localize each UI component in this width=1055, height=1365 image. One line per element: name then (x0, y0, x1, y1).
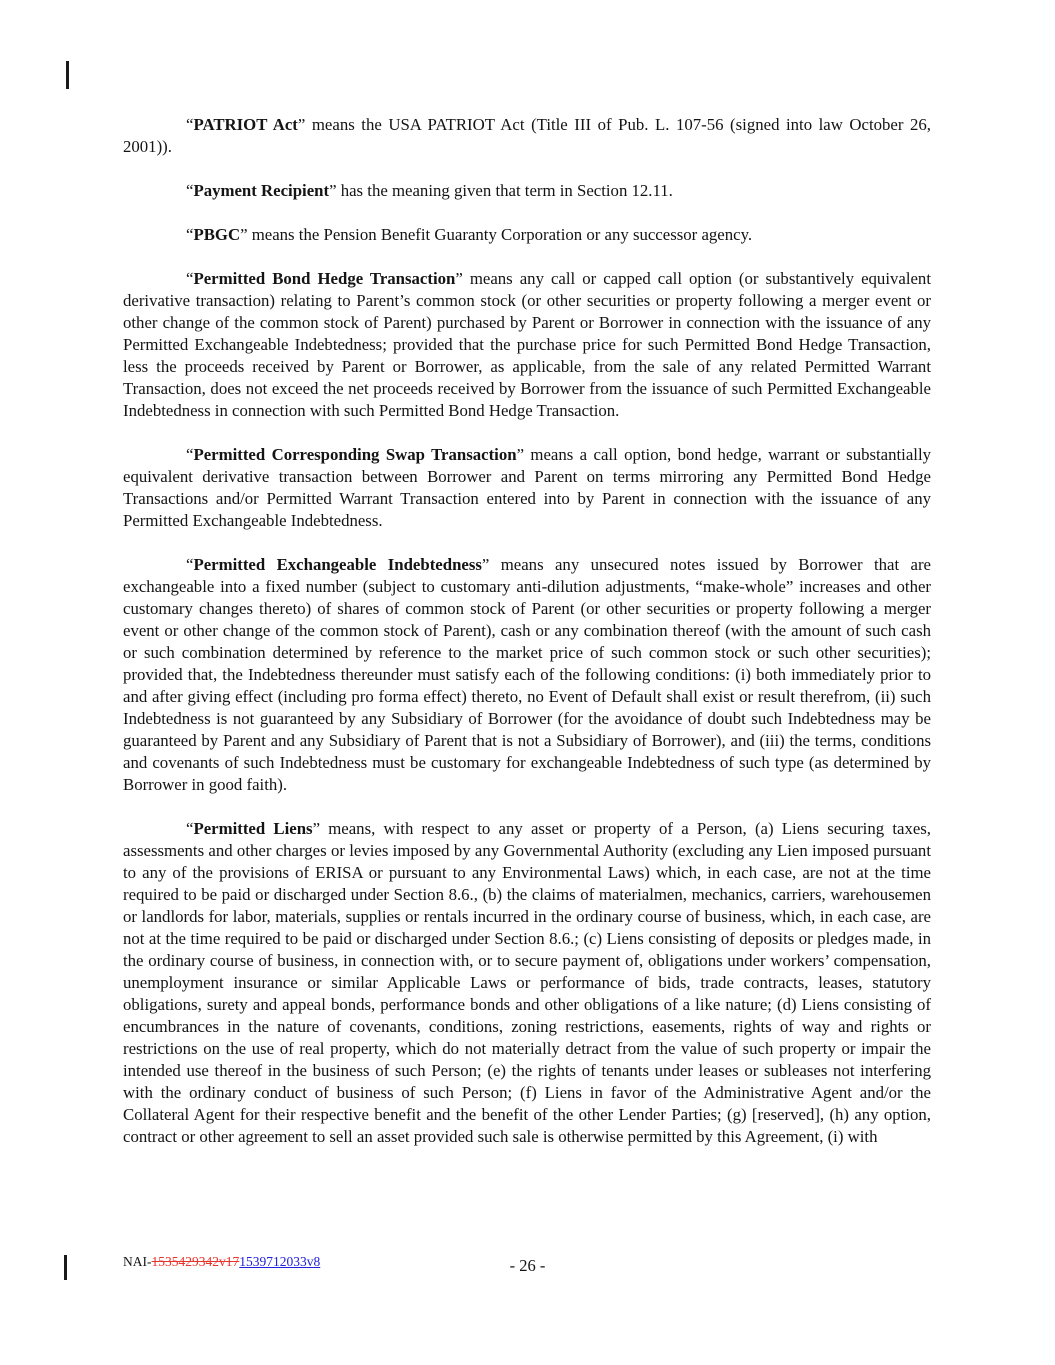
definition-paragraph-permitted-bond-hedge-transaction (123, 268, 931, 422)
page-number: - 26 - (509, 1256, 546, 1275)
document-body (123, 114, 931, 1170)
doc-id-deleted: 1535429342v17 (151, 1254, 240, 1269)
open-quote: “ (186, 445, 194, 464)
definition-paragraph-permitted-exchangeable-indebtedness (123, 554, 931, 796)
definition-text: ” means a call option, bond hedge, warrant or substantially equivalent derivative transaction between Borrower and Parent on terms mirroring any Permitted Bond Hedge Transactions and/or Permitted Warrant Transaction entered into by Parent in connection with the issuance of any Permitted Exchangeable Indebtedness. (123, 445, 931, 530)
defined-term: Payment Recipient (193, 181, 330, 200)
definition-text: ” means the USA PATRIOT Act (Title III of Pub. L. 107-56 (signed into law October 26, 2001)). (123, 115, 931, 156)
revision-change-bar-top (66, 61, 69, 89)
open-quote: “ (186, 555, 194, 574)
definition-paragraph-patriot-act (123, 114, 931, 158)
definition-text: ” has the meaning given that term in Section 12.11. (329, 181, 673, 200)
definition-text: ” means the Pension Benefit Guaranty Corporation or any successor agency. (240, 225, 753, 244)
definition-text: ” means any call or capped call option (or substantively equivalent derivative transaction) relating to Parent’s common stock (or other securities or property following a merger event or other change of the common stock of Parent) purchased by Parent or Borrower in connection with the issuance of any Permitted Exchangeable Indebtedness; provided that the purchase price for such Permitted Bond Hedge Transaction, less the proceeds received by Parent or Borrower, as applicable, from the sale of any related Permitted Warrant Transaction, does not exceed the net proceeds received by Borrower from the issuance of such Permitted Exchangeable Indebtedness in connection with such Permitted Bond Hedge Transaction. (123, 269, 931, 420)
defined-term: Permitted Corresponding Swap Transaction (193, 445, 517, 464)
open-quote: “ (186, 819, 194, 838)
definition-paragraph-permitted-corresponding-swap-transaction (123, 444, 931, 532)
doc-id-inserted: 1539712033v8 (239, 1254, 321, 1269)
defined-term: PBGC (193, 225, 241, 244)
open-quote: “ (186, 181, 194, 200)
defined-term: PATRIOT Act (193, 115, 298, 134)
defined-term: Permitted Liens (193, 819, 313, 838)
open-quote: “ (186, 225, 194, 244)
open-quote: “ (186, 269, 194, 288)
open-quote: “ (186, 115, 194, 134)
definition-text: ” means, with respect to any asset or property of a Person, (a) Liens securing taxes, assessments and other charges or levies imposed by any Governmental Authority (excluding any Lien imposed pursuant to any of the provisions of ERISA or pursuant to any Environmental Laws) which, in each case, are not at the time required to be paid or discharged under Section 8.6., (b) the claims of materialmen, mechanics, carriers, warehousemen or landlords for labor, materials, supplies or rentals incurred in the ordinary course of business, which, in each case, are not at the time required to be paid or discharged under Section 8.6.; (c) Liens consisting of deposits or pledges made, in the ordinary course of business, in connection with, or to secure payment of, obligations under workers’ compensation, unemployment insurance or similar Applicable Laws or performance of bids, trade contracts, leases, statutory obligations, surety and appeal bonds, performance bonds and other obligations of a like nature; (d) Liens consisting of encumbrances in the nature of covenants, conditions, zoning restrictions, easements, rights of way and rights or restrictions on the use of real property, which do not materially detract from the value of such property or impair the intended use thereof in the business of such Person; (e) the rights of tenants under leases or subleases not interfering with the ordinary conduct of business of such Person; (f) Liens in favor of the Administrative Agent and/or the Collateral Agent for their respective benefit and the benefit of the other Lender Parties; (g) [reserved], (h) any option, contract or other agreement to sell an asset provided such sale is otherwise permitted by this Agreement, (i) with (123, 819, 932, 1146)
definition-text: ” means any unsecured notes issued by Borrower that are exchangeable into a fixed number (subject to customary anti-dilution adjustments, “make-whole” increases and other customary changes thereto) of shares of common stock of Parent (or other securities or property following a merger event or other change of the common stock of Parent), cash or any combination thereof (with the amount of such cash or such combination determined by reference to the market price of such common stock or such other securities); provided that, the Indebtedness thereunder must satisfy each of the following conditions: (i) both immediately prior to and after giving effect (including pro forma effect) thereto, no Event of Default shall exist or result therefrom, (ii) such Indebtedness is not guaranteed by any Subsidiary of Borrower (for the avoidance of doubt such Indebtedness may be guaranteed by Parent and any Subsidiary of Parent that is not a Subsidiary of Borrower), and (iii) the terms, conditions and covenants of such Indebtedness must be customary for exchangeable Indebtedness of such type (as determined by Borrower in good faith). (123, 555, 931, 794)
definition-paragraph-pbgc (123, 224, 931, 246)
defined-term: Permitted Bond Hedge Transaction (193, 269, 456, 288)
doc-id-prefix: NAI- (123, 1254, 152, 1269)
definition-paragraph-permitted-liens (123, 818, 931, 1148)
defined-term: Permitted Exchangeable Indebtedness (193, 555, 482, 574)
definition-paragraph-payment-recipient (123, 180, 931, 202)
